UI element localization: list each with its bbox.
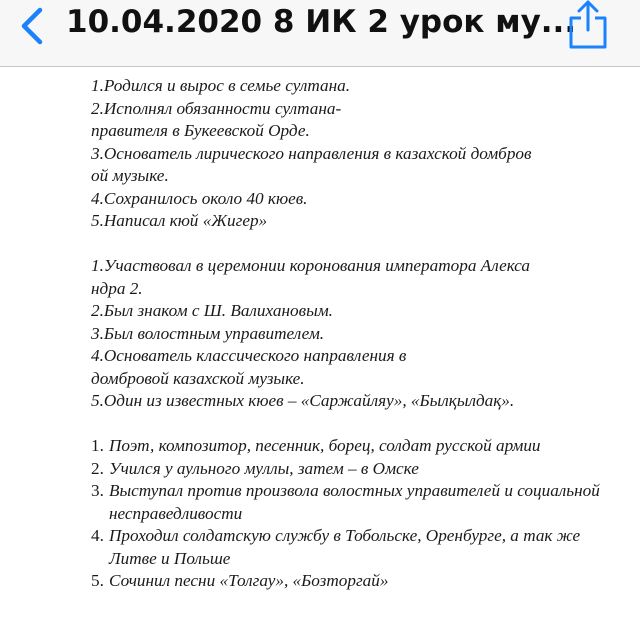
text-line: домбровой казахской музыке. [91, 368, 305, 388]
text-line: 5.Написал кюй «Жигер» [91, 211, 268, 230]
text-line: 2.Исполнял обязанности султана- [91, 98, 342, 118]
text-line: правителя в Букеевской Орде. [91, 121, 310, 140]
document-title: 10.04.2020 8 ИК 2 урок му... [66, 4, 577, 40]
list-number: 2. [91, 458, 104, 478]
list-item [91, 570, 611, 593]
text-line: 1.Участвовал в церемонии коронования императора Алекса [91, 256, 530, 275]
list-text: Поэт, композитор, песенник, борец, солдат русской армии [109, 436, 541, 455]
text-line: 3.Был волостным управителем. [91, 323, 325, 343]
list-item [91, 525, 611, 570]
list-number: 1. [91, 436, 104, 455]
navigation-bar [0, 0, 640, 67]
text-line: 5.Один из известных кюев – «Саржайляу», «Былқылдақ». [91, 391, 515, 410]
text-line: 4.Основатель классического направления в [91, 346, 407, 365]
text-line: 1.Родился и вырос в семье султана. [91, 76, 351, 95]
numbered-list [91, 435, 611, 593]
paragraph-block-2 [91, 255, 621, 413]
text-line: 3.Основатель лирического направления в казахской домбров [91, 143, 532, 163]
list-text: Выступал против произвола волостных управителей и социальной несправедливости [109, 481, 600, 523]
list-number: 5. [91, 571, 104, 590]
text-line: 2.Был знаком с Ш. Валихановым. [91, 301, 333, 320]
list-item [91, 458, 611, 481]
share-icon [566, 0, 610, 50]
back-button[interactable] [12, 6, 52, 46]
list-item [91, 435, 611, 458]
paragraph-block-1 [91, 75, 621, 233]
text-line: ндра 2. [91, 278, 143, 298]
text-line: ой музыке. [91, 166, 169, 185]
share-button[interactable] [566, 0, 610, 50]
list-text: Учился у аульного муллы, затем – в Омске [109, 458, 419, 478]
list-item [91, 480, 611, 525]
list-text: Сочинил песни «Толгау», «Бозторгай» [109, 571, 389, 590]
list-number: 4. [91, 526, 104, 545]
chevron-left-icon [12, 6, 52, 46]
list-text: Проходил солдатскую службу в Тобольске, Оренбурге, а так же Литве и Польше [109, 526, 581, 568]
document-view[interactable] [0, 67, 640, 640]
list-number: 3. [91, 481, 104, 500]
text-line: 4.Сохранилось около 40 кюев. [91, 188, 308, 208]
